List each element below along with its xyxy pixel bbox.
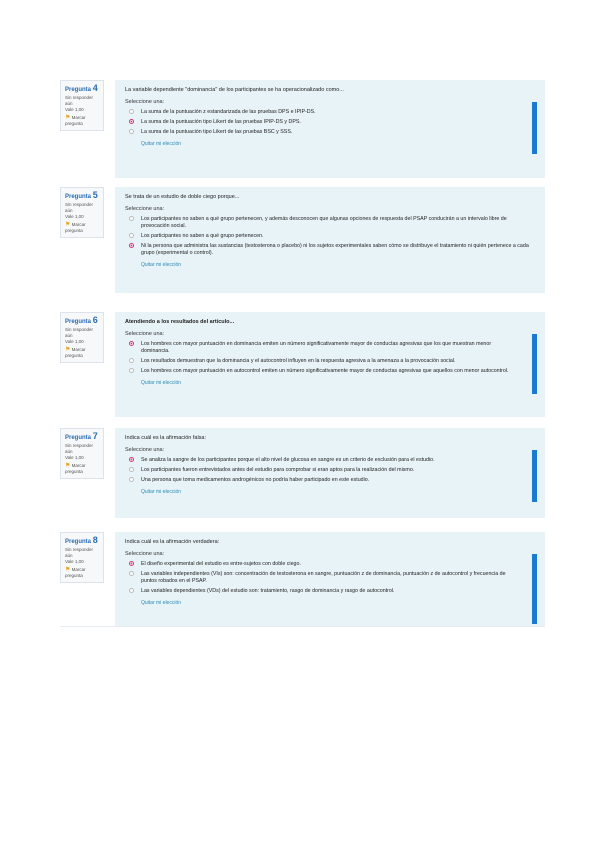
progress-bar bbox=[532, 554, 537, 624]
answer-option[interactable]: La suma de la puntuación tipo Likert de las pruebas IPIP-DS y DPS. bbox=[125, 119, 535, 126]
flag-icon: ⚑ bbox=[65, 222, 71, 228]
question-6 bbox=[60, 312, 545, 417]
question-5 bbox=[60, 187, 545, 293]
answer-option[interactable]: Los hombres con mayor puntuación en autocontrol emiten un número significativamente mayor de conductas agresivas que aquellos con menor autocontrol. bbox=[125, 368, 535, 375]
radio-icon[interactable] bbox=[129, 561, 134, 566]
flag-icon: ⚑ bbox=[65, 347, 71, 353]
select-prompt: Seleccione una: bbox=[125, 206, 165, 212]
progress-bar bbox=[532, 102, 537, 154]
question-4 bbox=[60, 80, 545, 178]
flag-label: Marcar pregunta bbox=[65, 222, 86, 233]
question-number: 8 bbox=[92, 535, 98, 545]
select-prompt: Seleccione una: bbox=[125, 99, 165, 105]
radio-icon[interactable] bbox=[129, 233, 134, 238]
question-status: Sin responder aún bbox=[65, 202, 94, 213]
question-content bbox=[115, 187, 545, 293]
question-number: 4 bbox=[92, 83, 98, 93]
flag-label: Marcar pregunta bbox=[65, 463, 86, 474]
answer-option[interactable]: Los hombres con mayor puntuación en dominancia emiten un número significativamente mayor de conductas agresivas que los que muestran menor dominancia. bbox=[125, 341, 535, 355]
radio-icon[interactable] bbox=[129, 341, 134, 346]
radio-icon[interactable] bbox=[129, 457, 134, 462]
question-7 bbox=[60, 428, 545, 518]
radio-icon[interactable] bbox=[129, 243, 134, 248]
divider bbox=[60, 626, 545, 627]
question-text: Indica cuál es la afirmación verdadera: bbox=[125, 539, 220, 545]
answer-option[interactable]: Los participantes no saben a qué grupo pertenecen, y además desconocen que algunas opciones de respuesta del PSAP conducirán a un intervalo libre de provocación social. bbox=[125, 216, 535, 230]
flag-question-button[interactable] bbox=[65, 222, 99, 234]
flag-label: Marcar pregunta bbox=[65, 115, 86, 126]
answer-option[interactable]: Se analiza la sangre de los participantes porque el alto nivel de glucosa en sangre es un criterio de exclusión para el estudio. bbox=[125, 457, 535, 464]
question-score: Vale 1,00 bbox=[65, 214, 84, 219]
question-info bbox=[60, 428, 104, 479]
clear-choice-link[interactable]: Quitar mi elección bbox=[141, 380, 182, 386]
select-prompt: Seleccione una: bbox=[125, 331, 165, 337]
radio-icon[interactable] bbox=[129, 358, 134, 363]
radio-icon[interactable] bbox=[129, 119, 134, 124]
flag-icon: ⚑ bbox=[65, 463, 71, 469]
answer-option[interactable]: El diseño experimental del estudio es entre-sujetos con doble ciego. bbox=[125, 561, 535, 568]
question-text: La variable dependiente "dominancia" de los participantes se ha operacionalizado como... bbox=[125, 87, 344, 93]
clear-choice-link[interactable]: Quitar mi elección bbox=[141, 141, 182, 147]
clear-choice-link[interactable]: Quitar mi elección bbox=[141, 600, 182, 606]
answer-option[interactable]: Una persona que toma medicamentos androgénicos no podría haber participado en este estudio. bbox=[125, 477, 535, 484]
answer-option[interactable]: Los participantes no saben a qué grupo pertenecen. bbox=[125, 233, 535, 240]
answer-option[interactable]: Los resultados demuestran que la dominancia y el autocontrol influyen en la respuesta agresiva a la amenaza a la provocación social. bbox=[125, 358, 535, 365]
question-label: Pregunta bbox=[65, 539, 92, 545]
answer-option[interactable]: La suma de la puntuación z estandarizada de las pruebas DPS e IPIP-DS. bbox=[125, 109, 535, 116]
radio-icon[interactable] bbox=[129, 571, 134, 576]
answer-option[interactable]: Las variables dependientes (VDs) del estudio son: tratamiento, rasgo de dominancia y rasgo de autocontrol. bbox=[125, 588, 535, 595]
question-text: Atendiendo a los resultados del artículo... bbox=[125, 319, 235, 325]
radio-icon[interactable] bbox=[129, 216, 134, 221]
question-status: Sin responder aún bbox=[65, 95, 94, 106]
clear-choice-link[interactable]: Quitar mi elección bbox=[141, 489, 182, 495]
radio-icon[interactable] bbox=[129, 477, 134, 482]
radio-icon[interactable] bbox=[129, 467, 134, 472]
question-content bbox=[115, 80, 545, 178]
question-content bbox=[115, 428, 545, 518]
question-score: Vale 1,00 bbox=[65, 339, 84, 344]
flag-question-button[interactable] bbox=[65, 567, 99, 579]
flag-question-button[interactable] bbox=[65, 347, 99, 359]
question-status: Sin responder aún bbox=[65, 327, 94, 338]
select-prompt: Seleccione una: bbox=[125, 447, 165, 453]
flag-icon: ⚑ bbox=[65, 567, 71, 573]
question-number: 6 bbox=[92, 315, 98, 325]
question-label: Pregunta bbox=[65, 319, 92, 325]
question-label: Pregunta bbox=[65, 87, 92, 93]
flag-icon: ⚑ bbox=[65, 115, 71, 121]
flag-question-button[interactable] bbox=[65, 463, 99, 475]
progress-bar bbox=[532, 450, 537, 502]
question-number: 5 bbox=[92, 190, 98, 200]
question-info bbox=[60, 187, 104, 238]
flag-label: Marcar pregunta bbox=[65, 567, 86, 578]
select-prompt: Seleccione una: bbox=[125, 551, 165, 557]
question-info bbox=[60, 532, 104, 583]
question-content bbox=[115, 532, 545, 626]
question-content bbox=[115, 312, 545, 417]
question-score: Vale 1,00 bbox=[65, 455, 84, 460]
progress-bar bbox=[532, 334, 537, 394]
radio-icon[interactable] bbox=[129, 368, 134, 373]
question-status: Sin responder aún bbox=[65, 443, 94, 454]
question-score: Vale 1,00 bbox=[65, 559, 84, 564]
answer-option[interactable]: Los participantes fueron entrevistados antes del estudio para comprobar si eran aptos para la realización del mismo. bbox=[125, 467, 535, 474]
answer-option[interactable]: La suma de la puntuación tipo Likert de las pruebas BSC y SSS. bbox=[125, 129, 535, 136]
radio-icon[interactable] bbox=[129, 129, 134, 134]
question-info bbox=[60, 312, 104, 363]
radio-icon[interactable] bbox=[129, 109, 134, 114]
question-label: Pregunta bbox=[65, 194, 92, 200]
clear-choice-link[interactable]: Quitar mi elección bbox=[141, 262, 182, 268]
radio-icon[interactable] bbox=[129, 588, 134, 593]
question-number: 7 bbox=[92, 431, 98, 441]
answer-option[interactable]: Las variables independientes (VIs) son: concentración de testosterona en sangre, puntuación z de dominancia, puntuación z de autocontrol y frecuencia de puntos robados en el PSAP. bbox=[125, 571, 535, 585]
question-status: Sin responder aún bbox=[65, 547, 94, 558]
question-text: Se trata de un estudio de doble ciego porque... bbox=[125, 194, 240, 200]
question-8 bbox=[60, 532, 545, 626]
question-score: Vale 1,00 bbox=[65, 107, 84, 112]
question-info bbox=[60, 80, 104, 131]
flag-label: Marcar pregunta bbox=[65, 347, 86, 358]
question-text: Indica cuál es la afirmación falsa: bbox=[125, 435, 207, 441]
question-label: Pregunta bbox=[65, 435, 92, 441]
flag-question-button[interactable] bbox=[65, 115, 99, 127]
answer-option[interactable]: Ni la persona que administra las sustancias (testosterona o placebo) ni los sujetos experimentales saben cómo se distribuye el tratamiento ni quién pertenece a cada grupo (experimental o control). bbox=[125, 243, 535, 257]
